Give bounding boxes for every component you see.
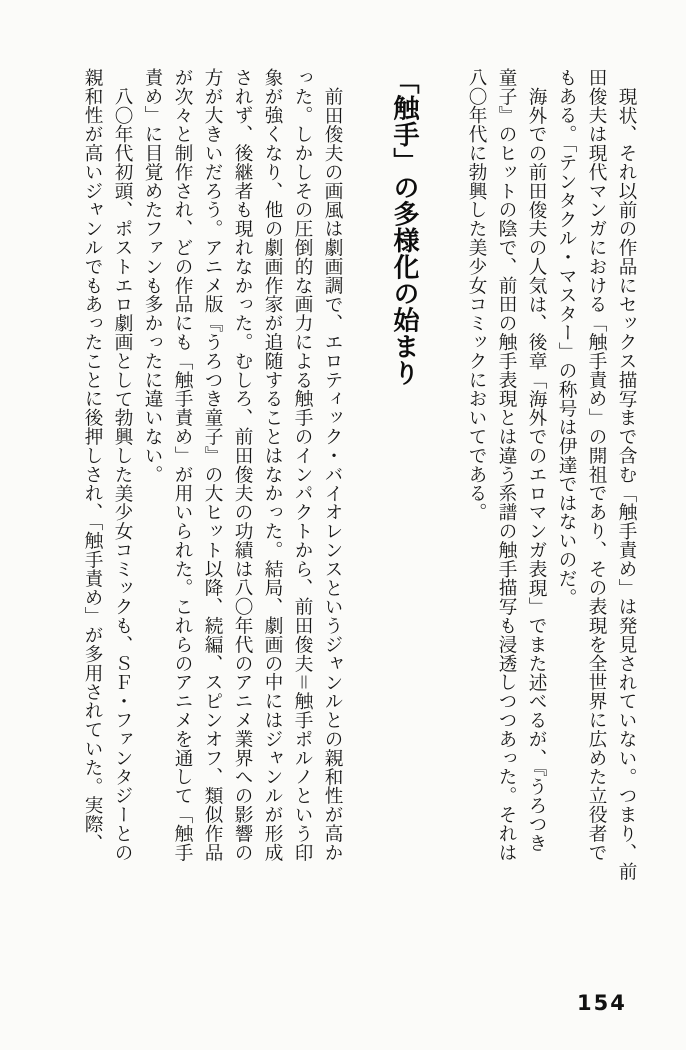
vertical-text-block: [77, 68, 641, 881]
paragraph-line: もある。「テンタクル・マスター」の称号は伊達ではないのだ。: [556, 68, 577, 607]
paragraph-line: った。しかしその圧倒的な画力による触手のインパクトから、前田俊夫＝触手ポルノという印: [292, 68, 313, 862]
paragraph-line: 童子』のヒットの陰で、前田の触手表現とは違う系譜の触手描写も浸透しつつあった。それは: [496, 68, 517, 862]
paragraph-line: 田俊夫は現代マンガにおける「触手責め」の開祖であり、その表現を全世界に広めた立役者で: [586, 68, 607, 862]
paragraph-line: 方が大きいだろう。アニメ版『うろつき童子』の大ヒット以降、続編、スピンオフ、類似作品: [202, 68, 223, 862]
paragraph-line: 海外での前田俊夫の人気は、後章「海外でのエロマンガ表現」でまた述べるが、『うろつき: [526, 87, 547, 853]
paragraph-line: 八〇年代初頭、ポストエロ劇画として勃興した美少女コミックも、ＳＦ・ファンタジーとの: [112, 87, 133, 862]
paragraph-line: 八〇年代に勃興した美少女コミックにおいてである。: [466, 68, 487, 522]
page-number: 154: [577, 991, 627, 1015]
paragraph-line: 象が強くなり、他の劇画作家が追随することはなかった。結局、劇画の中にはジャンルが形成: [262, 68, 283, 862]
paragraph-line: 現状、それ以前の作品にセックス描写まで含む「触手責め」は発見されていない。つまり、前: [616, 87, 637, 881]
paragraph-line: 責め」に目覚めたファンも多かったに違いない。: [142, 68, 163, 484]
section-heading: 「触手」の多様化の始まり: [389, 68, 419, 386]
paragraph-line: 前田俊夫の画風は劇画調で、エロティック・バイオレンスというジャンルとの親和性が高か: [322, 87, 343, 862]
paragraph-line: が次々と制作され、どの作品にも「触手責め」が用いられた。これらのアニメを通して「触手: [172, 68, 193, 862]
paragraph-line: 親和性が高いジャンルでもあったことに後押しされ、「触手責め」が多用されていた。実際、: [82, 68, 103, 853]
paragraph-line: されず、後継者も現れなかった。むしろ、前田俊夫の功績は八〇年代のアニメ業界への影響の: [232, 68, 253, 862]
